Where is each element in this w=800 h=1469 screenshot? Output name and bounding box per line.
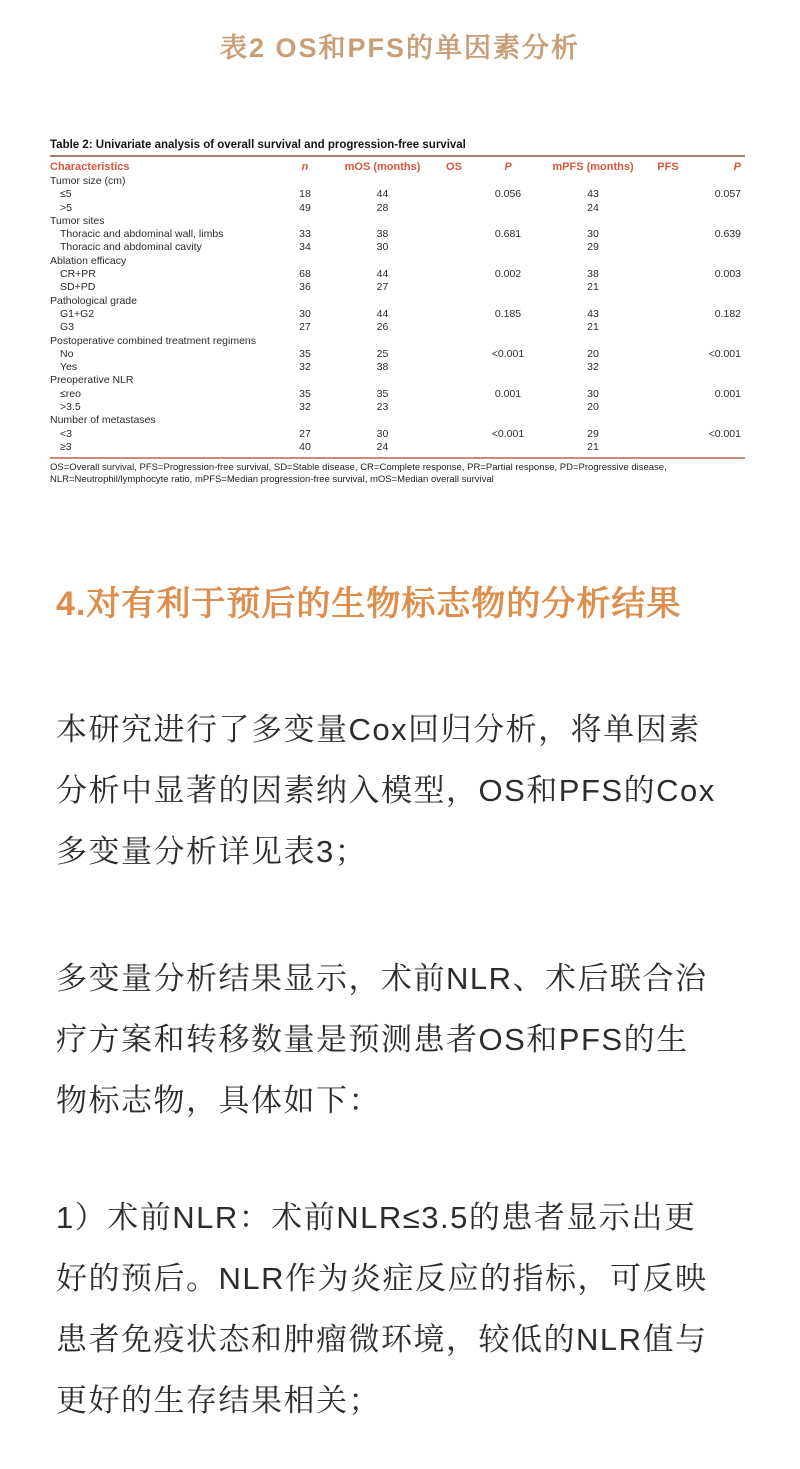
value-cell: 0.681 [494,228,522,241]
row-label-cell: Tumor size (cm) [50,175,126,187]
value-cell [648,401,688,414]
value-cell [430,428,478,441]
table-row [50,321,745,334]
value-cell: 21 [587,281,599,294]
value-cell [648,428,688,441]
paragraph-line: 患者免疫状态和肿瘤微环境，较低的NLR值与 [56,1322,708,1358]
value-cell [478,321,538,334]
value-cell [335,335,430,348]
value-cell [275,255,335,268]
section-heading: 4.对有利于预后的生物标志物的分析结果 [56,585,682,624]
value-cell: 0.182 [714,307,741,320]
value-cell: 29 [587,427,599,440]
row-label-cell: ≤5 [60,188,72,201]
value-cell [688,255,745,268]
value-cell: 35 [299,387,311,400]
value-cell: 20 [587,401,599,414]
table-caption: Table 2: Univariate analysis of overall survival and progression-free survival [50,139,745,157]
value-cell: 21 [587,321,599,334]
column-header-p-os: P [504,161,512,173]
value-cell [688,374,745,387]
value-cell: 44 [376,268,389,281]
table-row [50,281,745,294]
value-cell [430,295,478,308]
value-cell [430,308,478,321]
value-cell: 35 [376,387,389,400]
paragraph-line: 更好的生存结果相关； [56,1383,381,1419]
table-row [50,335,745,348]
row-label-cell: >3.5 [60,401,81,414]
footnote-line: OS=Overall survival, PFS=Progression-free survival, SD=Stable disease, CR=Complete response, PR=Partial response, PD=Progressive disease, [50,462,667,474]
value-cell: 25 [376,347,389,360]
value-cell [538,374,648,387]
table-row [50,441,745,454]
value-cell [430,175,478,188]
value-cell [538,215,648,228]
paragraph-line: 好的预后。NLR作为炎症反应的指标，可反映 [56,1261,708,1297]
value-cell [648,295,688,308]
value-cell [478,215,538,228]
value-cell: 30 [587,228,599,241]
row-label-cell: G1+G2 [60,307,95,320]
value-cell [688,281,745,294]
value-cell: 32 [587,361,599,374]
paragraph-line: 多变量分析详见表3； [56,834,368,870]
value-cell: 24 [587,201,599,214]
column-header-mos: mOS (months) [344,161,421,173]
row-label-cell: Yes [60,361,78,374]
row-label-cell: <3 [60,427,72,440]
value-cell [478,414,538,427]
article-body [56,699,750,1431]
value-cell [538,295,648,308]
value-cell: 40 [299,440,311,453]
value-cell [478,401,538,414]
value-cell: 33 [299,228,311,241]
value-cell [478,374,538,387]
value-cell [478,295,538,308]
value-cell [478,241,538,254]
paragraph-line: 物标志物，具体如下： [56,1083,381,1119]
value-cell [478,441,538,454]
value-cell: 27 [299,321,311,334]
value-cell: 43 [587,188,599,201]
paragraph-line: 本研究进行了多变量Cox回归分析，将单因素 [56,712,701,748]
value-cell [430,188,478,201]
univariate-table [50,157,745,454]
value-cell: 20 [587,347,599,360]
value-cell [648,361,688,374]
value-cell [688,414,745,427]
value-cell [275,175,335,188]
value-cell: 0.057 [714,188,741,201]
value-cell: 0.056 [494,188,522,201]
value-cell [335,175,430,188]
value-cell: 30 [376,241,389,254]
value-cell [275,215,335,228]
value-cell [335,295,430,308]
table-row [50,388,745,401]
value-cell [648,441,688,454]
value-cell: 32 [299,361,311,374]
table-row [50,348,745,361]
value-cell [430,414,478,427]
table-row [50,188,745,201]
paragraph-line: 多变量分析结果显示，术前NLR、术后联合治 [56,961,708,997]
table-row [50,241,745,254]
value-cell [688,241,745,254]
paragraph-line: 疗方案和转移数量是预测患者OS和PFS的生 [56,1022,689,1058]
table-row [50,215,745,228]
value-cell [648,374,688,387]
value-cell: 34 [299,241,311,254]
value-cell [648,175,688,188]
value-cell [688,321,745,334]
row-label-cell: Number of metastases [50,414,156,427]
value-cell: 38 [587,268,599,281]
value-cell: 35 [299,347,311,360]
table-row [50,428,745,441]
column-header-mpfs: mPFS (months) [552,161,634,173]
column-header-pfs: PFS [657,161,679,173]
value-cell [335,374,430,387]
row-label-cell: SD+PD [60,281,96,294]
paragraph-line: 1）术前NLR：术前NLR≤3.5的患者显示出更 [56,1200,697,1236]
value-cell [648,268,688,281]
value-cell: 0.639 [714,228,741,241]
value-cell [430,335,478,348]
value-cell: 24 [376,440,389,453]
value-cell [648,321,688,334]
value-cell: 0.002 [494,268,522,281]
value-cell [478,361,538,374]
value-cell: 30 [376,427,389,440]
value-cell [648,335,688,348]
table-body [50,175,745,454]
value-cell [478,335,538,348]
value-cell [275,374,335,387]
table-row [50,295,745,308]
value-cell: 28 [376,201,389,214]
value-cell: 26 [376,321,389,334]
value-cell [688,175,745,188]
value-cell [275,295,335,308]
table-header-row [50,157,745,175]
column-header-os: OS [446,161,462,173]
value-cell [430,401,478,414]
value-cell: 36 [299,281,311,294]
row-label-cell: G3 [60,321,75,334]
table-row [50,374,745,387]
value-cell [430,321,478,334]
column-header-n: n [301,161,309,173]
value-cell: 44 [376,307,389,320]
table-row [50,175,745,188]
value-cell: 68 [299,268,311,281]
row-label-cell: Tumor sites [50,214,105,227]
value-cell [430,388,478,401]
value-cell: <0.001 [491,427,525,440]
value-cell: 38 [376,228,389,241]
value-cell [430,374,478,387]
value-cell [430,202,478,215]
value-cell [478,255,538,268]
footnote-line: NLR=Neutrophil/lymphocyte ratio, mPFS=Median progression-free survival, mOS=Median overall survival [50,474,494,486]
value-cell: <0.001 [491,347,525,360]
row-label-cell: Pathological grade [50,294,137,307]
paragraph [56,948,750,1131]
page-title: 表2 OS和PFS的单因素分析 [219,33,581,63]
value-cell: 49 [299,201,311,214]
table-row [50,202,745,215]
value-cell: 0.003 [714,268,741,281]
value-cell [430,441,478,454]
value-cell [688,361,745,374]
value-cell: 29 [587,241,599,254]
row-label-cell: ≤reo [60,387,81,400]
value-cell [648,228,688,241]
value-cell [648,348,688,361]
row-label-cell: CR+PR [60,268,96,281]
univariate-table-section [50,139,745,486]
value-cell [688,295,745,308]
value-cell: <0.001 [708,347,741,360]
value-cell [648,215,688,228]
table-footnotes [50,457,745,486]
value-cell [538,175,648,188]
value-cell [648,388,688,401]
value-cell: 43 [587,307,599,320]
value-cell [430,215,478,228]
table-row [50,361,745,374]
value-cell: 0.001 [714,387,741,400]
value-cell: 32 [299,401,311,414]
paragraph-line: 分析中显著的因素纳入模型，OS和PFS的Cox [56,773,716,809]
value-cell: 18 [299,188,311,201]
value-cell [430,361,478,374]
value-cell [648,202,688,215]
value-cell [478,281,538,294]
value-cell [648,308,688,321]
row-label-cell: Postoperative combined treatment regimens [50,334,257,347]
paragraph [56,1187,750,1431]
value-cell [538,335,648,348]
value-cell [275,414,335,427]
value-cell [538,255,648,268]
value-cell [648,188,688,201]
value-cell [538,414,648,427]
table-row [50,255,745,268]
value-cell [478,202,538,215]
column-header-p-pfs: P [733,161,741,173]
value-cell: <0.001 [708,427,741,440]
row-label-cell: Ablation efficacy [50,254,127,267]
value-cell: 21 [587,440,599,453]
value-cell [688,202,745,215]
value-cell [648,241,688,254]
value-cell [648,281,688,294]
value-cell [335,215,430,228]
value-cell [430,281,478,294]
table-row [50,414,745,427]
value-cell: 0.001 [494,387,522,400]
value-cell [688,401,745,414]
value-cell: 27 [299,427,311,440]
value-cell: 0.185 [494,307,522,320]
value-cell [335,255,430,268]
value-cell [688,215,745,228]
paragraph [56,699,750,882]
value-cell [478,175,538,188]
value-cell [430,255,478,268]
table-row [50,268,745,281]
value-cell [335,414,430,427]
value-cell [430,348,478,361]
value-cell [688,335,745,348]
table-row [50,228,745,241]
row-label-cell: Thoracic and abdominal wall, limbs [60,228,224,241]
value-cell [430,241,478,254]
row-label-cell: Preoperative NLR [50,374,134,387]
value-cell: 30 [299,307,311,320]
value-cell: 44 [376,188,389,201]
row-label-cell: >5 [60,201,72,214]
table-row [50,401,745,414]
value-cell: 23 [376,401,389,414]
column-header-characteristics: Characteristics [50,161,130,173]
value-cell: 30 [587,387,599,400]
table-row [50,308,745,321]
value-cell [688,441,745,454]
value-cell [648,414,688,427]
value-cell [648,255,688,268]
row-label-cell: Thoracic and abdominal cavity [60,241,202,254]
value-cell [275,335,335,348]
value-cell [430,268,478,281]
value-cell: 38 [376,361,389,374]
value-cell: 27 [376,281,389,294]
row-label-cell: No [60,347,74,360]
value-cell [430,228,478,241]
row-label-cell: ≥3 [60,440,72,453]
